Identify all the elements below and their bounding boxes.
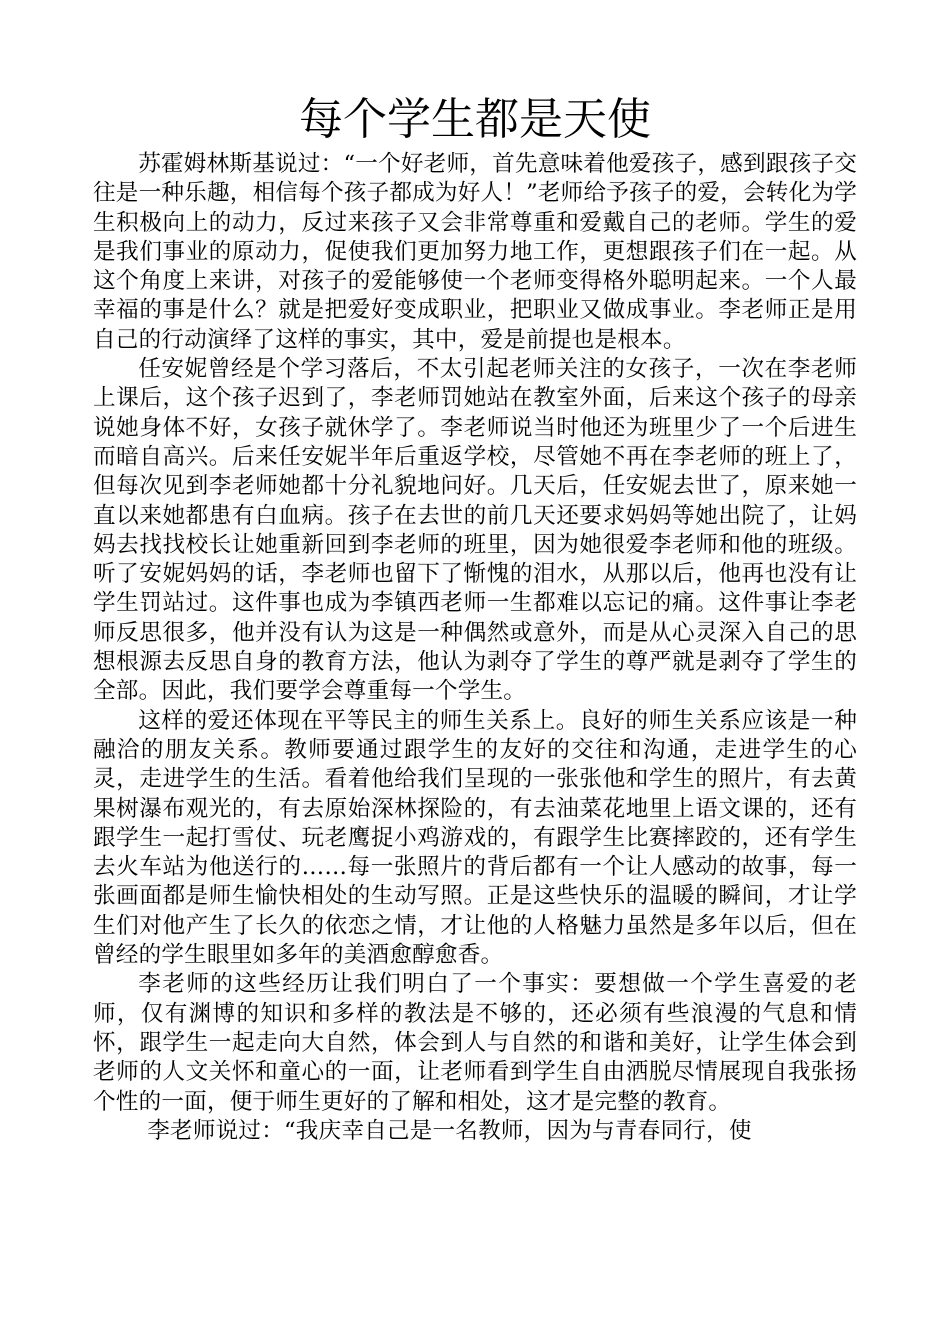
paragraph-5: 李老师说过：“我庆幸自己是一名教师，因为与青春同行，使	[147, 1117, 752, 1144]
paragraph-3: 这样的爱还体现在平等民主的师生关系上。良好的师生关系应该是一种融洽的朋友关系。教师要通过跟学生的友好的交往和沟通，走进学生的心灵，走进学生的生活。看着他给我们呈现的一张张他和学生的照片，有去黄果树瀑布观光的，有去原始深林探险的，有去油菜花地里上语文课的，还有跟学生一起打雪仗、玩老鹰捉小鸡游戏的，有跟学生比赛摔跤的，还有学生去火车站为他送行的……每一张照片的背后都有一个让人感动的故事，每一张画面都是师生愉快相处的生动写照。正是这些快乐的温暖的瞬间，才让学生们对他产生了长久的依恋之情，才让他的人格魅力虽然是多年以后，但在曾经的学生眼里如多年的美酒愈醇愈香。	[93, 707, 857, 969]
paragraph-1: 苏霍姆林斯基说过：“一个好老师，首先意味着他爱孩子，感到跟孩子交往是一种乐趣，相信每个孩子都成为好人！”老师给予孩子的爱，会转化为学生积极向上的动力，反过来孩子又会非常尊重和爱戴自己的老师。学生的爱是我们事业的原动力，促使我们更加努力地工作，更想跟孩子们在一起。从这个角度上来讲，对孩子的爱能够使一个老师变得格外聪明起来。一个人最幸福的事是什么？就是把爱好变成职业，把职业又做成事业。李老师正是用自己的行动演绎了这样的事实，其中，爱是前提也是根本。	[93, 151, 857, 353]
document-body	[93, 150, 857, 1146]
document-title: 每个学生都是天使	[299, 94, 651, 145]
paragraph-4: 李老师的这些经历让我们明白了一个事实：要想做一个学生喜爱的老师，仅有渊博的知识和多样的教法是不够的，还必须有些浪漫的气息和情怀，跟学生一起走向大自然，体会到人与自然的和谐和美好，让学生体会到老师的人文关怀和童心的一面，让老师看到学生自由洒脱尽情展现自我张扬个性的一面，便于师生更好的了解和相处，这才是完整的教育。	[93, 971, 857, 1115]
document-page	[93, 90, 857, 1146]
paragraph-2: 任安妮曾经是个学习落后，不太引起老师关注的女孩子，一次在李老师上课后，这个孩子迟到了，李老师罚她站在教室外面，后来这个孩子的母亲说她身体不好，女孩子就休学了。李老师说当时他还为班里少了一个后进生而暗自高兴。后来任安妮半年后重返学校，尽管她不再在李老师的班上了，但每次见到李老师她都十分礼貌地问好。几天后，任安妮去世了，原来她一直以来她都患有白血病。孩子在去世的前几天还要求妈妈等她出院了，让妈妈去找找校长让她重新回到李老师的班里，因为她很爱李老师和他的班级。听了安妮妈妈的话，李老师也留下了惭愧的泪水，从那以后，他再也没有让学生罚站过。这件事也成为李镇西老师一生都难以忘记的痛。这件事让李老师反思很多，他并没有认为这是一种偶然或意外，而是从心灵深入自己的思想根源去反思自身的教育方法，他认为剥夺了学生的尊严就是剥夺了学生的全部。因此，我们要学会尊重每一个学生。	[93, 356, 857, 705]
